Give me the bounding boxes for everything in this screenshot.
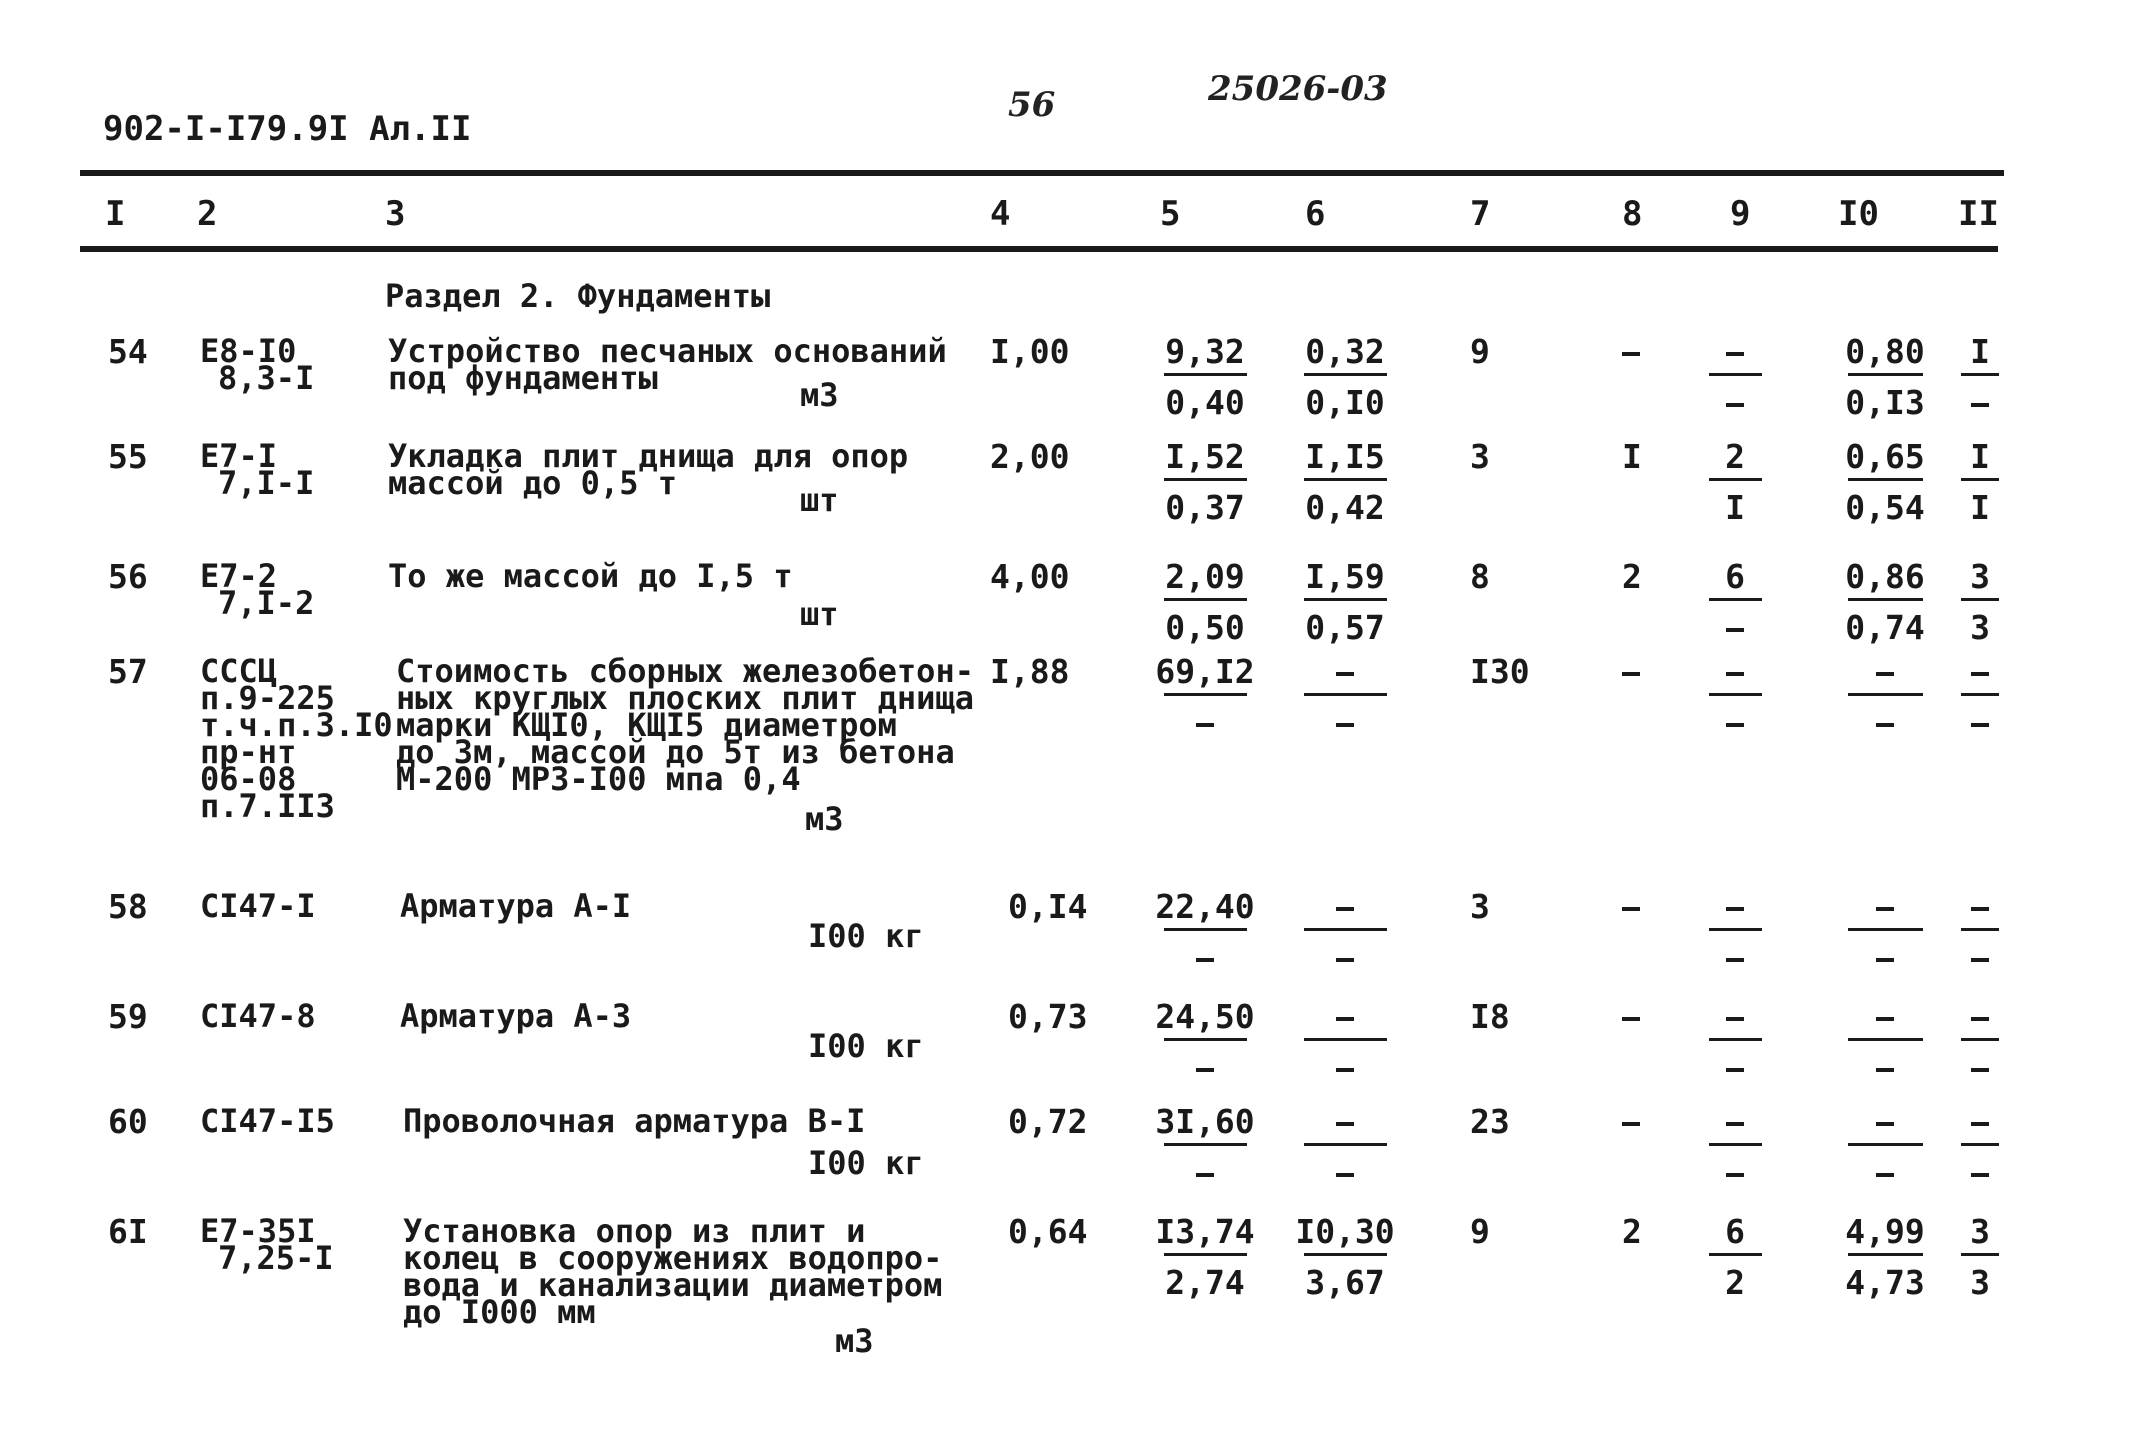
fraction-bottom: I — [1725, 488, 1745, 527]
fraction-bottom — [1955, 941, 2005, 977]
fraction-bottom: 4,73 — [1845, 1263, 1925, 1302]
row-number: 55 — [108, 437, 148, 476]
fraction-c6 — [1290, 890, 1400, 977]
fraction-c11 — [1955, 1105, 2005, 1192]
fraction-bottom: 0,I3 — [1845, 383, 1925, 422]
fraction-c10 — [1835, 1105, 1935, 1192]
fraction-c9 — [1700, 437, 1770, 527]
row-code: E8-I0 — [200, 332, 297, 370]
fraction-top — [1835, 890, 1935, 928]
row-description: Стоимость сборных железобетон- — [396, 652, 974, 690]
row-unit: I00 кг — [808, 917, 924, 955]
row-quantity: 0,73 — [1008, 997, 1088, 1036]
dash-mark — [1336, 1173, 1354, 1177]
fraction-top: I0,30 — [1295, 1212, 1395, 1251]
fraction-c6 — [1290, 1212, 1400, 1302]
fraction-top — [1955, 655, 2005, 693]
row-col7: 3 — [1470, 887, 1490, 926]
row-col7: 9 — [1470, 1212, 1490, 1251]
row-col8 — [1622, 655, 1640, 688]
dash-mark — [1336, 1122, 1354, 1126]
fraction-top — [1835, 1000, 1935, 1038]
fraction-c11 — [1955, 437, 2005, 527]
fraction-top — [1700, 1105, 1770, 1143]
dash-mark — [1622, 1122, 1640, 1126]
row-quantity: 4,00 — [990, 557, 1070, 596]
fraction-c5 — [1150, 557, 1260, 647]
fraction-c9 — [1700, 655, 1770, 742]
dash-mark — [1196, 1068, 1214, 1072]
row-code: CI47-I — [200, 887, 316, 925]
fraction-top — [1835, 1105, 1935, 1143]
fraction-bar — [1961, 693, 1999, 696]
fraction-c11 — [1955, 655, 2005, 742]
row-code: E7-I — [200, 437, 278, 475]
fraction-top: 4,99 — [1845, 1212, 1925, 1251]
fraction-bar — [1304, 1253, 1387, 1256]
fraction-bar — [1164, 373, 1247, 376]
fraction-bottom: 3,67 — [1305, 1263, 1385, 1302]
fraction-c5 — [1150, 1102, 1260, 1192]
dash-mark — [1876, 1173, 1894, 1177]
fraction-c9 — [1700, 890, 1770, 977]
fraction-top: I,52 — [1165, 437, 1245, 476]
col-header-7: 7 — [1470, 194, 1491, 234]
fraction-bottom: 3 — [1970, 608, 1990, 647]
fraction-bar — [1164, 1038, 1247, 1041]
fraction-bottom: 0,40 — [1165, 383, 1245, 422]
dash-mark — [1196, 1173, 1214, 1177]
row-number: 60 — [108, 1102, 148, 1141]
fraction-bottom — [1835, 706, 1935, 742]
fraction-bar — [1709, 693, 1762, 696]
fraction-c6 — [1290, 655, 1400, 742]
dash-mark — [1971, 1068, 1989, 1072]
fraction-bottom — [1150, 941, 1260, 977]
fraction-bottom: 0,42 — [1305, 488, 1385, 527]
fraction-bar — [1304, 928, 1387, 931]
fraction-bar — [1709, 373, 1762, 376]
fraction-bar — [1304, 598, 1387, 601]
fraction-top: 3 — [1970, 1212, 1990, 1251]
fraction-c5 — [1150, 437, 1260, 527]
row-col7: 9 — [1470, 332, 1490, 371]
fraction-bottom — [1290, 941, 1400, 977]
table-top-rule — [80, 170, 2004, 176]
fraction-c11 — [1955, 1000, 2005, 1087]
dash-mark — [1196, 958, 1214, 962]
row-code: 7,25-I — [218, 1239, 334, 1277]
fraction-top — [1700, 655, 1770, 693]
fraction-top: 22,40 — [1155, 887, 1255, 926]
fraction-bar — [1848, 928, 1923, 931]
fraction-c9 — [1700, 335, 1770, 422]
fraction-bar — [1709, 598, 1762, 601]
row-col7: I8 — [1470, 997, 1510, 1036]
dash-mark — [1876, 1068, 1894, 1072]
row-code: пр-нт — [200, 733, 297, 771]
row-description: до 3м, массой до 5т из бетона — [396, 733, 955, 771]
fraction-bar — [1961, 1143, 1999, 1146]
row-col8: 2 — [1622, 1212, 1642, 1251]
fraction-bottom — [1955, 1051, 2005, 1087]
row-code: 7,I-2 — [218, 584, 315, 622]
fraction-c5 — [1150, 997, 1260, 1087]
fraction-bar — [1961, 373, 1999, 376]
fraction-bar — [1961, 478, 1999, 481]
dash-mark — [1726, 1017, 1744, 1021]
document-code: 902-I-I79.9I Ал.II — [103, 109, 472, 149]
page-number: 56 — [1008, 85, 1056, 125]
dash-mark — [1971, 723, 1989, 727]
fraction-top: 2,09 — [1165, 557, 1245, 596]
fraction-bottom — [1290, 706, 1400, 742]
row-description: под фундаменты — [388, 359, 658, 397]
row-col8: I — [1622, 437, 1642, 476]
fraction-top: 0,86 — [1845, 557, 1925, 596]
fraction-bottom: 0,54 — [1845, 488, 1925, 527]
fraction-bar — [1709, 1038, 1762, 1041]
fraction-bar — [1304, 1038, 1387, 1041]
fraction-bar — [1709, 1143, 1762, 1146]
row-col7: I30 — [1470, 652, 1530, 691]
row-quantity: 0,72 — [1008, 1102, 1088, 1141]
col-header-8: 8 — [1622, 194, 1643, 234]
dash-mark — [1971, 907, 1989, 911]
row-code: E7-35I — [200, 1212, 316, 1250]
row-code: СССЦ — [200, 652, 278, 690]
fraction-bar — [1304, 1143, 1387, 1146]
fraction-top: 0,80 — [1845, 332, 1925, 371]
row-description: колец в сооружениях водопро- — [403, 1239, 943, 1277]
fraction-top: I,59 — [1305, 557, 1385, 596]
fraction-bottom: 0,37 — [1165, 488, 1245, 527]
fraction-bar — [1304, 693, 1387, 696]
row-code: CI47-I5 — [200, 1102, 335, 1140]
dash-mark — [1971, 672, 1989, 676]
row-quantity: 0,I4 — [1008, 887, 1088, 926]
fraction-c11 — [1955, 1212, 2005, 1302]
fraction-c10 — [1835, 1000, 1935, 1087]
fraction-c9 — [1700, 1212, 1770, 1302]
row-number: 54 — [108, 332, 148, 371]
row-number: 59 — [108, 997, 148, 1036]
fraction-c5 — [1150, 1212, 1260, 1302]
fraction-top — [1290, 1105, 1400, 1143]
fraction-bottom: 2,74 — [1165, 1263, 1245, 1302]
fraction-c5 — [1150, 332, 1260, 422]
row-code: п.7.II3 — [200, 787, 335, 825]
fraction-bar — [1848, 598, 1923, 601]
fraction-top: I — [1970, 332, 1990, 371]
row-description: вода и канализации диаметром — [403, 1266, 943, 1304]
fraction-top — [1955, 890, 2005, 928]
row-col8 — [1622, 890, 1640, 923]
fraction-bar — [1848, 693, 1923, 696]
row-col7: 23 — [1470, 1102, 1510, 1141]
dash-mark — [1876, 672, 1894, 676]
fraction-bar — [1164, 478, 1247, 481]
fraction-c10 — [1835, 890, 1935, 977]
fraction-c5 — [1150, 887, 1260, 977]
dash-mark — [1336, 1017, 1354, 1021]
fraction-bar — [1961, 598, 1999, 601]
fraction-bar — [1848, 478, 1923, 481]
dash-mark — [1336, 1068, 1354, 1072]
fraction-top — [1700, 335, 1770, 373]
fraction-bottom — [1700, 706, 1770, 742]
dash-mark — [1336, 723, 1354, 727]
fraction-c11 — [1955, 332, 2005, 422]
row-description: То же массой до I,5 т — [388, 557, 793, 595]
fraction-bar — [1709, 478, 1762, 481]
dash-mark — [1971, 958, 1989, 962]
col-header-9: 9 — [1730, 194, 1751, 234]
fraction-bottom — [1955, 706, 2005, 742]
fraction-top: 0,32 — [1305, 332, 1385, 371]
fraction-top: 3 — [1970, 557, 1990, 596]
fraction-bar — [1164, 598, 1247, 601]
fraction-top: 3I,60 — [1155, 1102, 1255, 1141]
fraction-bottom: 0,50 — [1165, 608, 1245, 647]
fraction-top: 69,I2 — [1155, 652, 1255, 691]
row-description: марки КЩI0, КЩI5 диаметром — [396, 706, 897, 744]
fraction-bar — [1709, 928, 1762, 931]
fraction-bottom — [1700, 941, 1770, 977]
dash-mark — [1726, 628, 1744, 632]
fraction-top — [1955, 1000, 2005, 1038]
fraction-top: I,I5 — [1305, 437, 1385, 476]
fraction-c6 — [1290, 332, 1400, 422]
row-unit: I00 кг — [808, 1027, 924, 1065]
fraction-bar — [1164, 928, 1247, 931]
fraction-top — [1290, 1000, 1400, 1038]
fraction-bottom: 0,I0 — [1305, 383, 1385, 422]
col-header-6: 6 — [1305, 194, 1326, 234]
dash-mark — [1622, 352, 1640, 356]
section-title: Раздел 2. Фундаменты — [385, 277, 771, 315]
fraction-bottom — [1290, 1156, 1400, 1192]
fraction-bar — [1848, 1143, 1923, 1146]
fraction-bar — [1961, 928, 1999, 931]
fraction-top — [1290, 890, 1400, 928]
dash-mark — [1726, 352, 1744, 356]
col-header-11: II — [1958, 194, 1999, 234]
dash-mark — [1726, 1173, 1744, 1177]
fraction-bar — [1848, 1253, 1923, 1256]
table-header-rule — [80, 246, 1998, 252]
fraction-c6 — [1290, 1105, 1400, 1192]
fraction-c6 — [1290, 557, 1400, 647]
dash-mark — [1336, 907, 1354, 911]
fraction-top: 2 — [1725, 437, 1745, 476]
fraction-bar — [1304, 373, 1387, 376]
dash-mark — [1622, 672, 1640, 676]
dash-mark — [1876, 723, 1894, 727]
col-header-5: 5 — [1160, 194, 1181, 234]
fraction-bottom — [1150, 706, 1260, 742]
fraction-bottom: 0,74 — [1845, 608, 1925, 647]
row-unit: шт — [800, 481, 839, 519]
row-code: п.9-225 — [200, 679, 335, 717]
fraction-top — [1955, 1105, 2005, 1143]
row-unit: I00 кг — [808, 1144, 924, 1182]
dash-mark — [1336, 958, 1354, 962]
fraction-c9 — [1700, 1105, 1770, 1192]
fraction-c6 — [1290, 437, 1400, 527]
row-quantity: 0,64 — [1008, 1212, 1088, 1251]
fraction-top — [1835, 655, 1935, 693]
row-description: Установка опор из плит и — [403, 1212, 866, 1250]
row-description: ных круглых плоских плит днища — [396, 679, 974, 717]
row-unit: м3 — [835, 1322, 874, 1360]
row-description: до I000 мм — [403, 1293, 596, 1331]
fraction-bar — [1164, 1253, 1247, 1256]
row-unit: м3 — [805, 800, 844, 838]
fraction-bottom: 0,57 — [1305, 608, 1385, 647]
fraction-bar — [1848, 373, 1923, 376]
fraction-bar — [1709, 1253, 1762, 1256]
dash-mark — [1726, 403, 1744, 407]
fraction-c9 — [1700, 1000, 1770, 1087]
row-number: 56 — [108, 557, 148, 596]
fraction-c10 — [1835, 557, 1935, 647]
row-code: E7-2 — [200, 557, 278, 595]
row-number: 58 — [108, 887, 148, 926]
dash-mark — [1622, 907, 1640, 911]
fraction-bottom — [1955, 1156, 2005, 1192]
dash-mark — [1726, 1068, 1744, 1072]
fraction-bottom — [1700, 611, 1770, 647]
fraction-c10 — [1835, 437, 1935, 527]
dash-mark — [1726, 907, 1744, 911]
dash-mark — [1196, 723, 1214, 727]
dash-mark — [1726, 1122, 1744, 1126]
fraction-top: 9,32 — [1165, 332, 1245, 371]
dash-mark — [1971, 1122, 1989, 1126]
col-header-10: I0 — [1838, 194, 1879, 234]
row-col8 — [1622, 335, 1640, 368]
fraction-top: 0,65 — [1845, 437, 1925, 476]
row-quantity: 2,00 — [990, 437, 1070, 476]
dash-mark — [1726, 672, 1744, 676]
fraction-c9 — [1700, 557, 1770, 647]
row-quantity: I,00 — [990, 332, 1070, 371]
fraction-c10 — [1835, 332, 1935, 422]
col-header-2: 2 — [197, 194, 218, 234]
fraction-top — [1290, 655, 1400, 693]
row-code: т.ч.п.3.I0 — [200, 706, 393, 744]
row-code: 7,I-I — [218, 464, 315, 502]
fraction-bar — [1961, 1253, 1999, 1256]
fraction-top: 6 — [1725, 1212, 1745, 1251]
fraction-bottom — [1150, 1156, 1260, 1192]
fraction-bottom — [1955, 386, 2005, 422]
fraction-bottom — [1700, 1051, 1770, 1087]
fraction-bottom: 3 — [1970, 1263, 1990, 1302]
fraction-bar — [1164, 1143, 1247, 1146]
row-description: М-200 МРЗ-I00 мпа 0,4 — [396, 760, 801, 798]
row-description: Укладка плит днища для опор — [388, 437, 909, 475]
dash-mark — [1726, 723, 1744, 727]
fraction-bottom: I — [1970, 488, 1990, 527]
fraction-bottom: 2 — [1725, 1263, 1745, 1302]
fraction-top — [1700, 1000, 1770, 1038]
registration-number: 25026-03 — [1208, 69, 1388, 109]
row-unit: м3 — [800, 376, 839, 414]
fraction-top — [1700, 890, 1770, 928]
dash-mark — [1876, 907, 1894, 911]
row-col7: 3 — [1470, 437, 1490, 476]
fraction-c10 — [1835, 655, 1935, 742]
row-code: 06-08 — [200, 760, 297, 798]
fraction-bottom — [1290, 1051, 1400, 1087]
fraction-c11 — [1955, 890, 2005, 977]
row-unit: шт — [800, 595, 839, 633]
row-col8 — [1622, 1105, 1640, 1138]
fraction-c10 — [1835, 1212, 1935, 1302]
row-description: массой до 0,5 т — [388, 464, 677, 502]
fraction-bar — [1164, 693, 1247, 696]
row-col8: 2 — [1622, 557, 1642, 596]
fraction-bottom — [1835, 1051, 1935, 1087]
fraction-c11 — [1955, 557, 2005, 647]
dash-mark — [1971, 1173, 1989, 1177]
fraction-top: 24,50 — [1155, 997, 1255, 1036]
row-col8 — [1622, 1000, 1640, 1033]
fraction-c5 — [1150, 652, 1260, 742]
dash-mark — [1971, 1017, 1989, 1021]
row-number: 57 — [108, 652, 148, 691]
fraction-bottom — [1700, 386, 1770, 422]
dash-mark — [1726, 958, 1744, 962]
row-code: 8,3-I — [218, 359, 315, 397]
fraction-bar — [1848, 1038, 1923, 1041]
dash-mark — [1876, 958, 1894, 962]
fraction-bar — [1304, 478, 1387, 481]
row-description: Устройство песчаных оснований — [388, 332, 947, 370]
dash-mark — [1876, 1017, 1894, 1021]
col-header-4: 4 — [990, 194, 1011, 234]
fraction-bottom — [1835, 1156, 1935, 1192]
fraction-top: 6 — [1725, 557, 1745, 596]
col-header-1: I — [105, 194, 126, 234]
fraction-top: I3,74 — [1155, 1212, 1255, 1251]
row-description: Арматура А-3 — [400, 997, 632, 1035]
fraction-top: I — [1970, 437, 1990, 476]
dash-mark — [1971, 403, 1989, 407]
fraction-bottom — [1700, 1156, 1770, 1192]
row-description: Арматура А-I — [400, 887, 632, 925]
row-description: Проволочная арматура В-I — [403, 1102, 866, 1140]
row-code: CI47-8 — [200, 997, 316, 1035]
fraction-bottom — [1150, 1051, 1260, 1087]
col-header-3: 3 — [385, 194, 406, 234]
dash-mark — [1876, 1122, 1894, 1126]
dash-mark — [1622, 1017, 1640, 1021]
row-col7: 8 — [1470, 557, 1490, 596]
row-number: 6I — [108, 1212, 148, 1251]
dash-mark — [1336, 672, 1354, 676]
fraction-bar — [1961, 1038, 1999, 1041]
row-quantity: I,88 — [990, 652, 1070, 691]
fraction-c6 — [1290, 1000, 1400, 1087]
fraction-bottom — [1835, 941, 1935, 977]
